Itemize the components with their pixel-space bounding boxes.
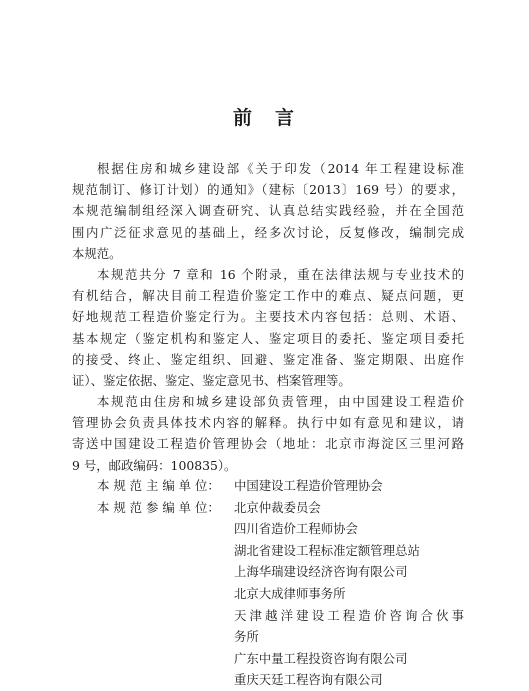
participant-unit: 湖北省建设工程标准定额管理总站 xyxy=(234,542,420,558)
participant-unit-label: 本 规 范 参 编 单 位： xyxy=(97,499,220,515)
chief-unit-row xyxy=(72,475,464,497)
paragraph-2 xyxy=(72,264,464,391)
text-line: 证）、鉴定依据、鉴定、鉴定意见书、档案管理等。 xyxy=(72,372,351,388)
text-line: 本规范编制组经深入调查研究、认真总结实践经验，并在全国范 xyxy=(72,203,464,219)
text-line: 好地规范工程造价鉴定行为。主要技术内容包括：总则、术语、 xyxy=(72,309,464,325)
participant-unit: 天津越洋建设工程造价咨询合伙事 xyxy=(234,607,464,623)
text-line: 管理协会负责具体技术内容的解释。执行中如有意见和建议，请 xyxy=(72,415,464,431)
text-line: 规范制订、修订计划）的通知》（建标〔2013〕169 号）的要求， xyxy=(72,182,464,198)
participant-unit: 广东中量工程投资咨询有限公司 xyxy=(234,650,408,666)
paragraph-3 xyxy=(72,391,464,476)
participant-unit: 北京大成律师事务所 xyxy=(234,585,346,601)
document-body xyxy=(72,158,464,476)
text-line: 基本规定（鉴定机构和鉴定人、鉴定项目的委托、鉴定项目委托 xyxy=(72,330,464,346)
text-line: 本规范共分 7 章和 16 个附录，重在法律法规与专业技术的 xyxy=(97,266,464,282)
participant-unit: 务所 xyxy=(234,629,259,645)
drafting-units xyxy=(72,475,464,691)
chief-unit-label: 本 规 范 主 编 单 位： xyxy=(97,478,220,493)
chief-unit-value: 中国建设工程造价管理协会 xyxy=(234,478,383,493)
text-line: 有机结合，解决目前工程造价鉴定工作中的难点、疑点问题，更 xyxy=(72,288,464,304)
text-line: 根据住房和城乡建设部《关于印发（2014 年工程建设标准 xyxy=(97,161,464,176)
participant-unit: 四川省造价工程师协会 xyxy=(234,521,358,537)
text-line: 9 号，邮政编码：100835）。 xyxy=(72,457,237,473)
participant-unit-value: 北京仲裁委员会 xyxy=(234,499,321,515)
participant-unit: 重庆天廷工程咨询有限公司 xyxy=(234,672,383,688)
paragraph-1 xyxy=(72,158,464,264)
page-title: 前 言 xyxy=(232,107,296,129)
text-line: 本规范由住房和城乡建设部负责管理，由中国建设工程造价 xyxy=(97,394,464,410)
text-line: 的接受、终止、鉴定组织、回避、鉴定准备、鉴定期限、出庭作 xyxy=(72,351,464,367)
participant-unit-row xyxy=(72,497,464,519)
text-line: 围内广泛征求意见的基础上，经多次讨论，反复修改，编制完成 xyxy=(72,224,464,240)
text-line: 本规范。 xyxy=(72,245,122,261)
text-line: 寄送中国建设工程造价管理协会（地址：北京市海淀区三里河路 xyxy=(72,436,464,452)
participant-unit: 上海华瑞建设经济咨询有限公司 xyxy=(234,564,408,580)
